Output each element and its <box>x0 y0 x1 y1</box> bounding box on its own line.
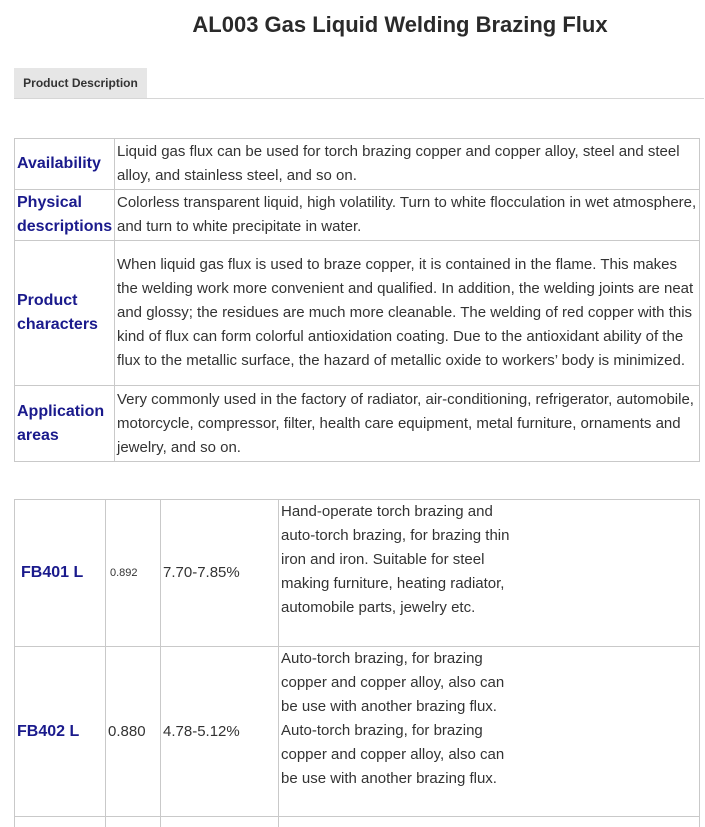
product-density: 0.892 <box>106 500 161 647</box>
description-label: Availability <box>15 139 115 190</box>
empty-cell <box>279 817 700 827</box>
description-row-characters <box>15 241 700 386</box>
description-row-application <box>15 386 700 462</box>
description-row-physical <box>15 190 700 241</box>
product-usage-text: Auto-torch brazing, for brazing copper and copper alloy, also can be use with another brazing flux. Auto-torch brazing, for brazing copper and copper alloy, also can be use with another brazing flux. <box>281 650 505 787</box>
description-text: Very commonly used in the factory of radiator, air-conditioning, refrigerator, automobile, motorcycle, compressor, filter, health care equipment, metal furniture, ornaments and jewelry, and so on. <box>115 386 700 462</box>
tab-bar <box>14 68 704 99</box>
description-label: Application areas <box>15 386 115 462</box>
product-usage <box>279 647 700 817</box>
tab-product-description[interactable]: Product Description <box>14 68 147 98</box>
product-density: 0.880 <box>106 647 161 817</box>
product-table <box>14 499 700 827</box>
product-percent: 4.78-5.12% <box>161 647 279 817</box>
product-percent: 7.70-7.85% <box>161 500 279 647</box>
description-text: Liquid gas flux can be used for torch brazing copper and copper alloy, steel and steel alloy, and stainless steel, and so on. <box>115 139 700 190</box>
empty-cell <box>161 817 279 827</box>
product-code: FB402 L <box>15 647 106 817</box>
product-row <box>15 647 700 817</box>
page-title: AL003 Gas Liquid Welding Brazing Flux <box>192 12 608 37</box>
description-text: When liquid gas flux is used to braze copper, it is contained in the flame. This makes the welding work more convenient and qualified. In addition, the welding joints are neat and glossy; the residues are much more cleanable. The welding of red copper with this kind of flux can form colorful antioxidation coating. Due to the antioxidant ability of the flux to the metallic surface, the hazard of metallic oxide to workers’ body is minimized. <box>115 241 700 386</box>
description-label: Physical descriptions <box>15 190 115 241</box>
product-row-next <box>15 817 700 827</box>
product-usage-text: Hand-operate torch brazing and auto-torch brazing, for brazing thin iron and iron. Suitable for steel making furniture, heating radiator, automobile parts, jewelry etc. <box>281 503 510 616</box>
product-usage <box>279 500 700 647</box>
empty-cell <box>106 817 161 827</box>
description-row-availability <box>15 139 700 190</box>
description-table <box>14 138 700 462</box>
description-label: Product characters <box>15 241 115 386</box>
empty-cell <box>15 817 106 827</box>
product-row <box>15 500 700 647</box>
product-code: FB401 L <box>15 500 106 647</box>
description-text: Colorless transparent liquid, high volatility. Turn to white flocculation in wet atmosphere, and turn to white precipitate in water. <box>115 190 700 241</box>
